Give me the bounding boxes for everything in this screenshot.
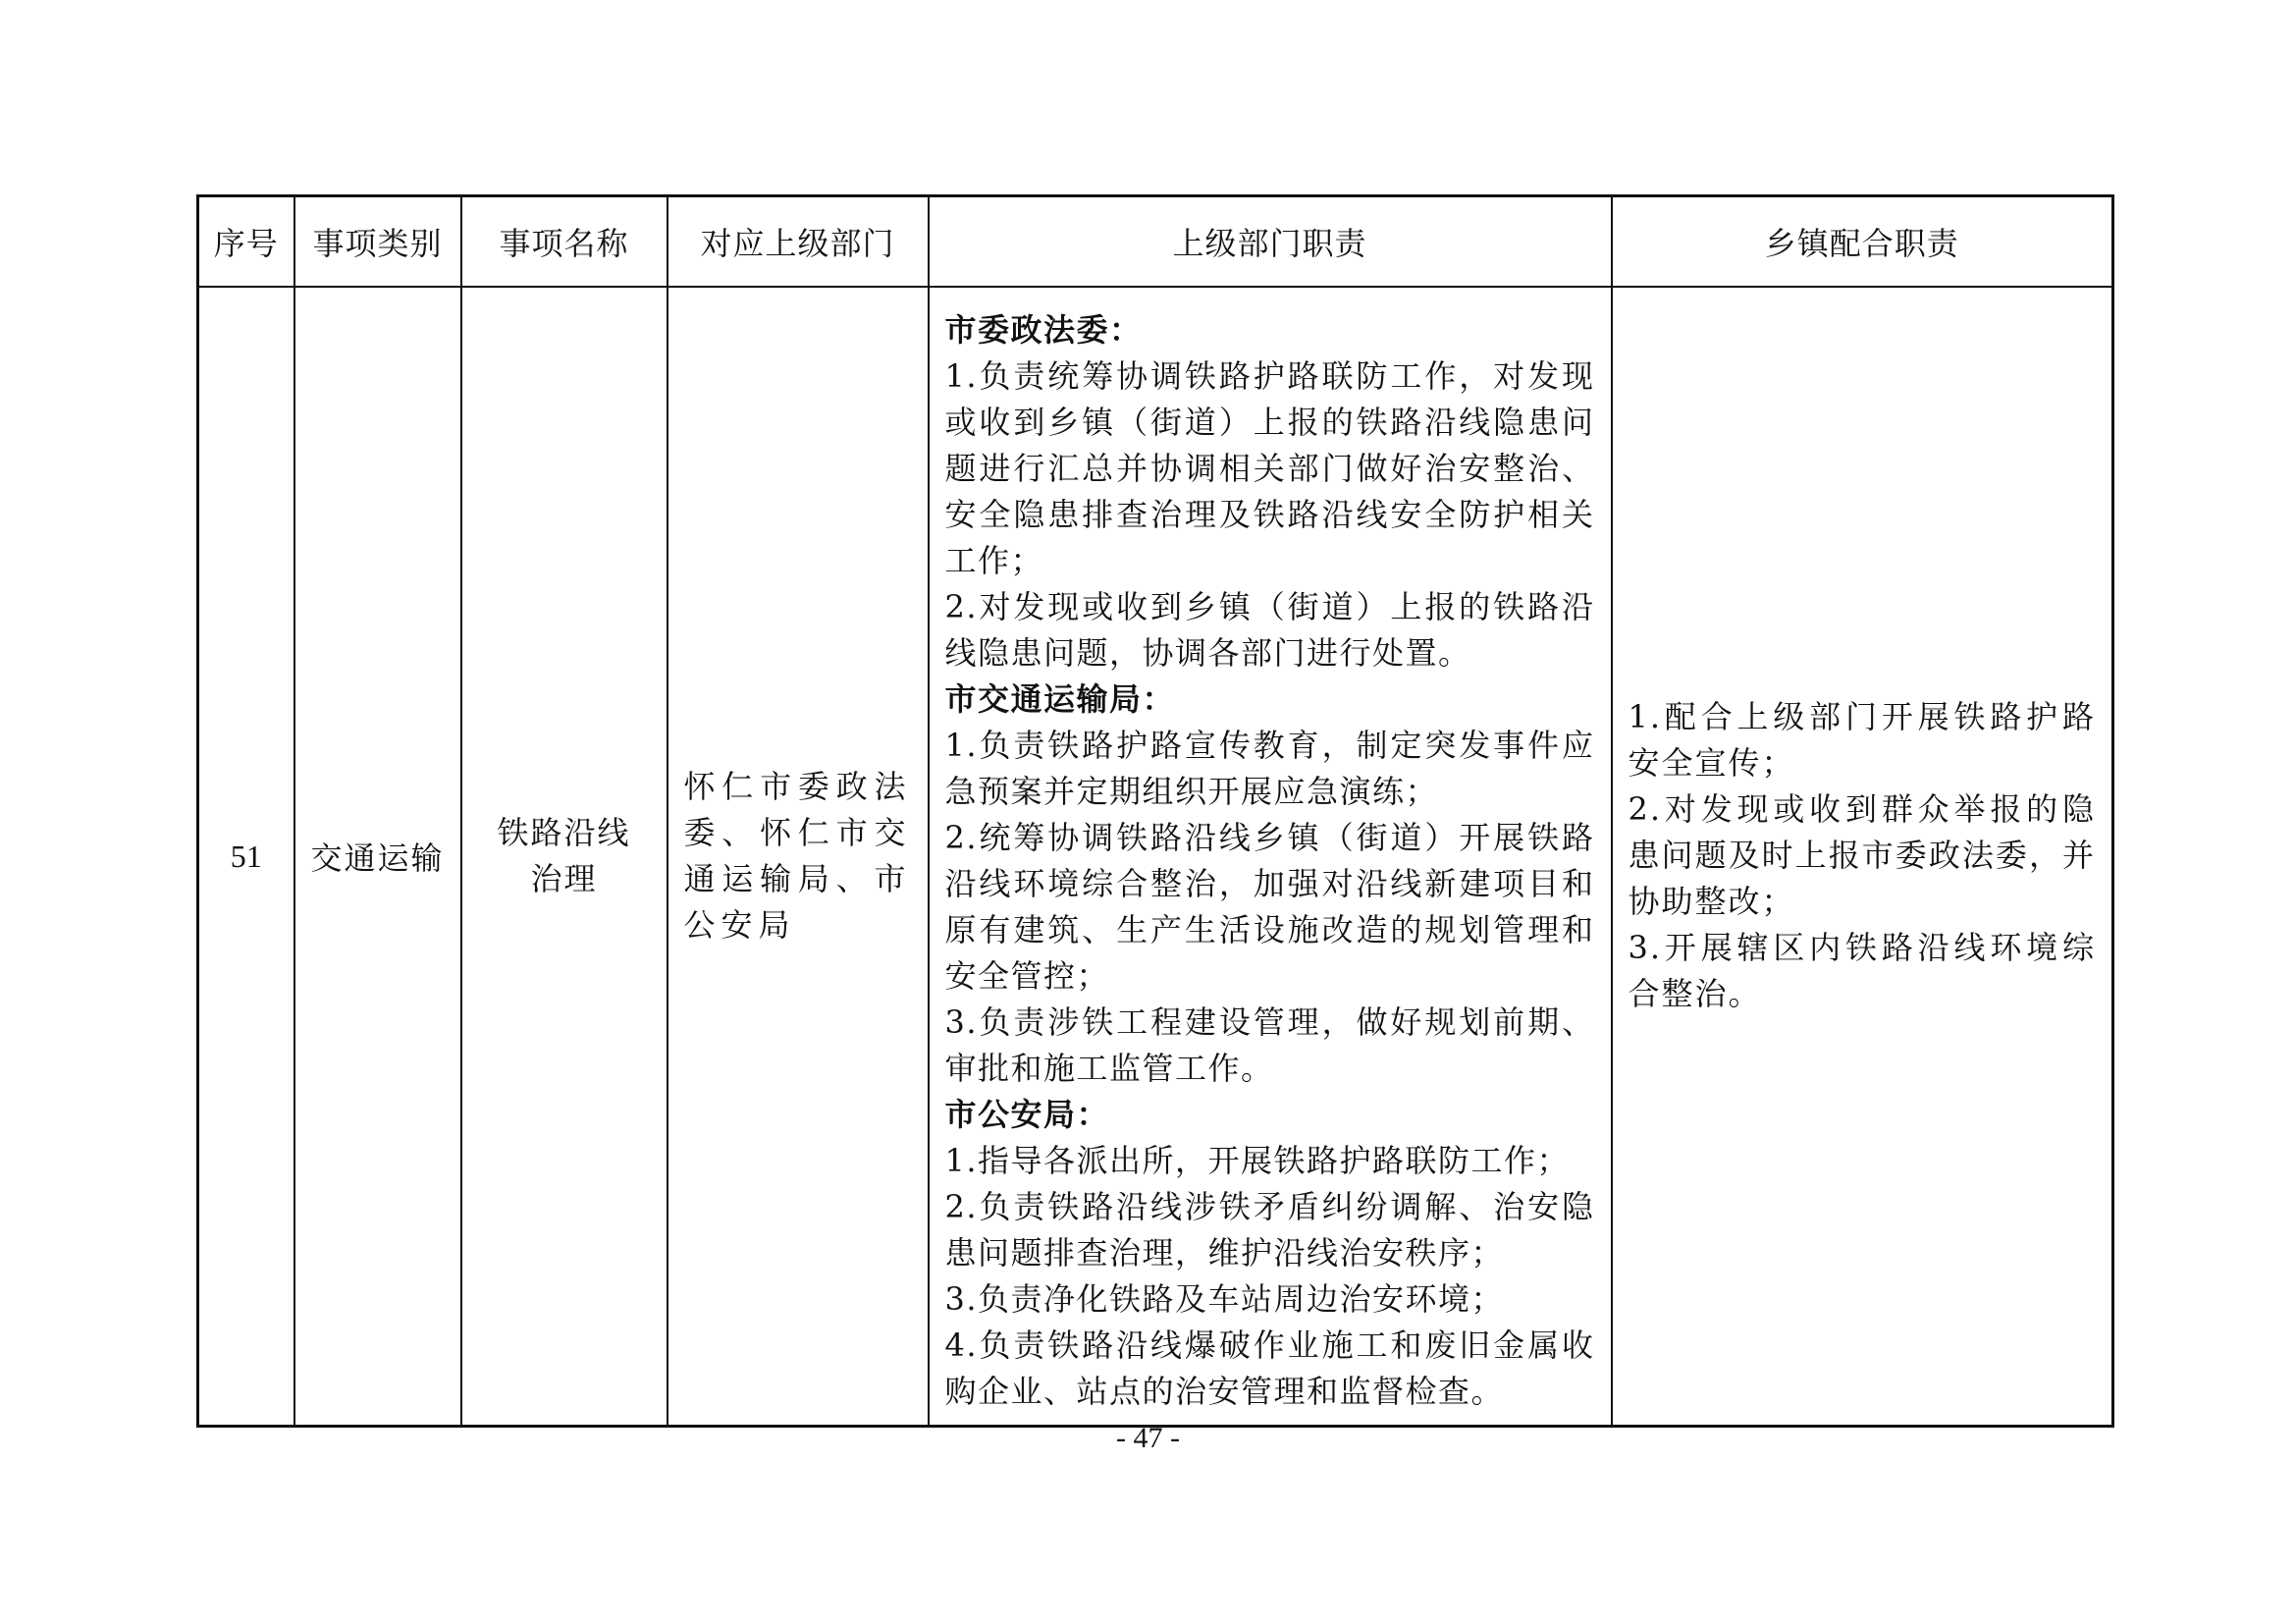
duty-section-title: 市委政法委： (944, 310, 1143, 349)
row-item-name-line-1: 铁路沿线 (497, 813, 631, 851)
row-item-name (461, 287, 667, 1427)
header-category: 事项类别 (294, 196, 461, 287)
town-duty-item: 2.对发现或收到群众举报的隐患问题及时上报市委政法委，并协助整改； (1628, 790, 2096, 920)
duty-section-title: 市交通运输局： (944, 679, 1176, 718)
header-departments: 对应上级部门 (667, 196, 929, 287)
row-department-duties (929, 287, 1612, 1427)
row-departments-text: 怀仁市委政法委、怀仁市交通运输局、市公安局 (683, 767, 912, 944)
header-town-duties: 乡镇配合职责 (1612, 196, 2113, 287)
duty-item: 3.负责涉铁工程建设管理，做好规划前期、审批和施工监管工作。 (944, 1002, 1595, 1087)
duty-item: 4.负责铁路沿线爆破作业施工和废旧金属收购企业、站点的治安管理和监督检查。 (944, 1326, 1595, 1410)
page-number: - 47 - (1116, 1422, 1180, 1454)
duty-item: 1.指导各派出所，开展铁路护路联防工作； (944, 1141, 1571, 1179)
header-department-duties: 上级部门职责 (929, 196, 1612, 287)
responsibility-table (196, 194, 2114, 1428)
table-row (198, 287, 2113, 1427)
table-header-row (198, 196, 2113, 287)
row-item-name-line-2: 治理 (530, 859, 598, 897)
row-index-text: 51 (230, 838, 262, 874)
duty-item: 1.负责统筹协调铁路护路联防工作，对发现或收到乡镇（街道）上报的铁路沿线隐患问题进行汇总并协调相关部门做好治安整治、安全隐患排查治理及铁路沿线安全防护相关工作； (944, 356, 1595, 579)
duty-item: 2.负责铁路沿线涉铁矛盾纠纷调解、治安隐患问题排查治理，维护沿线治安秩序； (944, 1187, 1595, 1272)
duty-section-title: 市公安局： (944, 1095, 1110, 1133)
town-duty-item: 1.配合上级部门开展铁路护路安全宣传； (1628, 698, 2096, 782)
duty-item: 2.对发现或收到乡镇（街道）上报的铁路沿线隐患问题，协调各部门进行处置。 (944, 587, 1595, 672)
duty-item: 2.统筹协调铁路沿线乡镇（街道）开展铁路沿线环境综合整治，加强对沿线新建项目和原有建筑、生产生活设施改造的规划管理和安全管控； (944, 818, 1595, 995)
header-index: 序号 (198, 196, 294, 287)
row-departments (667, 287, 929, 1427)
row-category-text: 交通运输 (310, 839, 445, 877)
row-town-duties (1612, 287, 2113, 1427)
town-duty-item: 3.开展辖区内铁路沿线环境综合整治。 (1628, 929, 2096, 1012)
row-index (198, 287, 294, 1427)
duty-item: 3.负责净化铁路及车站周边治安环境； (944, 1279, 1505, 1318)
row-category (294, 287, 461, 1427)
duty-item: 1.负责铁路护路宣传教育，制定突发事件应急预案并定期组织开展应急演练； (944, 726, 1595, 810)
header-item-name: 事项名称 (461, 196, 667, 287)
